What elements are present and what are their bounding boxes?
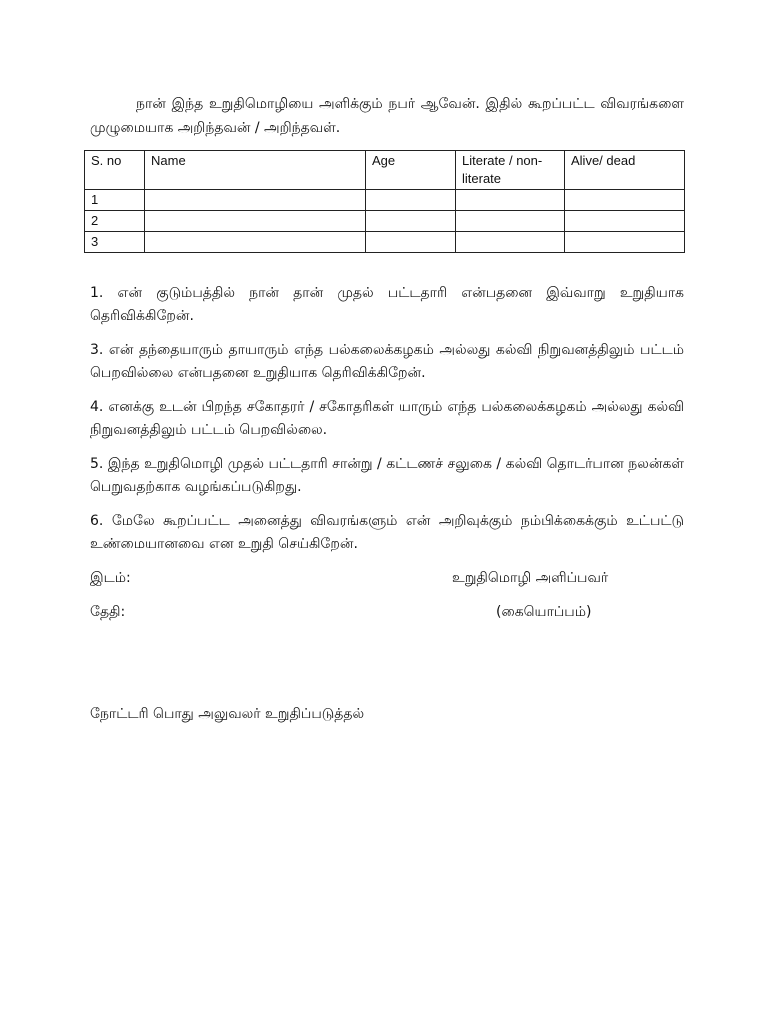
header-age: Age [366,151,456,190]
table-row [85,190,685,211]
cell-sno: 1 [85,190,145,211]
date-label: தேதி: [90,604,126,620]
header-alive-dead: Alive/ dead [565,151,685,190]
place-label: இடம்: [90,570,131,586]
table-header-row [85,151,685,190]
cell-literacy [456,190,565,211]
notary-label: நோட்டரி பொது அலுவலர் உறுதிப்படுத்தல் [90,706,365,722]
signature-label: (கையொப்பம்) [496,604,592,620]
cell-name [145,190,366,211]
header-name: Name [145,151,366,190]
declarant-label: உறுதிமொழி அளிப்பவர் [452,570,609,586]
cell-age [366,190,456,211]
cell-sno: 3 [85,232,145,253]
header-sno: S. no [85,151,145,190]
cell-alive-dead [565,190,685,211]
cell-name [145,211,366,232]
paragraph-1: 1. என் குடும்பத்தில் நான் தான் முதல் பட்டதாரி என்பதனை இவ்வாறு உறுதியாக தெரிவிக்கிறேன். [90,285,684,324]
cell-literacy [456,211,565,232]
details-table [84,150,685,253]
header-literacy: Literate / non-literate [456,151,565,190]
cell-literacy [456,232,565,253]
cell-age [366,232,456,253]
cell-alive-dead [565,211,685,232]
table-row [85,211,685,232]
table-row [85,232,685,253]
intro-paragraph: நான் இந்த உறுதிமொழியை அளிக்கும் நபர் ஆவேன். இதில் கூறப்பட்ட விவரங்களை முழுமையாக அறிந்தவன் / அறிந்தவள். [90,96,684,136]
cell-alive-dead [565,232,685,253]
cell-name [145,232,366,253]
paragraph-4: 4. எனக்கு உடன் பிறந்த சகோதரர் / சகோதரிகள் யாரும் எந்த பல்கலைக்கழகம் அல்லது கல்வி நிறுவனத்திலும் பட்டம் பெறவில்லை. [90,399,684,438]
paragraph-6: 6. மேலே கூறப்பட்ட அனைத்து விவரங்களும் என் அறிவுக்கும் நம்பிக்கைக்கும் உட்பட்டு உண்மையானவை என உறுதி செய்கிறேன். [90,513,684,552]
paragraph-5: 5. இந்த உறுதிமொழி முதல் பட்டதாரி சான்று / கட்டணச் சலுகை / கல்வி தொடர்பான நலன்கள் பெறுவதற்காக வழங்கப்படுகிறது. [90,456,684,495]
cell-age [366,211,456,232]
paragraph-3: 3. என் தந்தையாரும் தாயாரும் எந்த பல்கலைக்கழகம் அல்லது கல்வி நிறுவனத்திலும் பட்டம் பெறவில்லை என்பதனை உறுதியாக தெரிவிக்கிறேன். [90,342,684,381]
cell-sno: 2 [85,211,145,232]
